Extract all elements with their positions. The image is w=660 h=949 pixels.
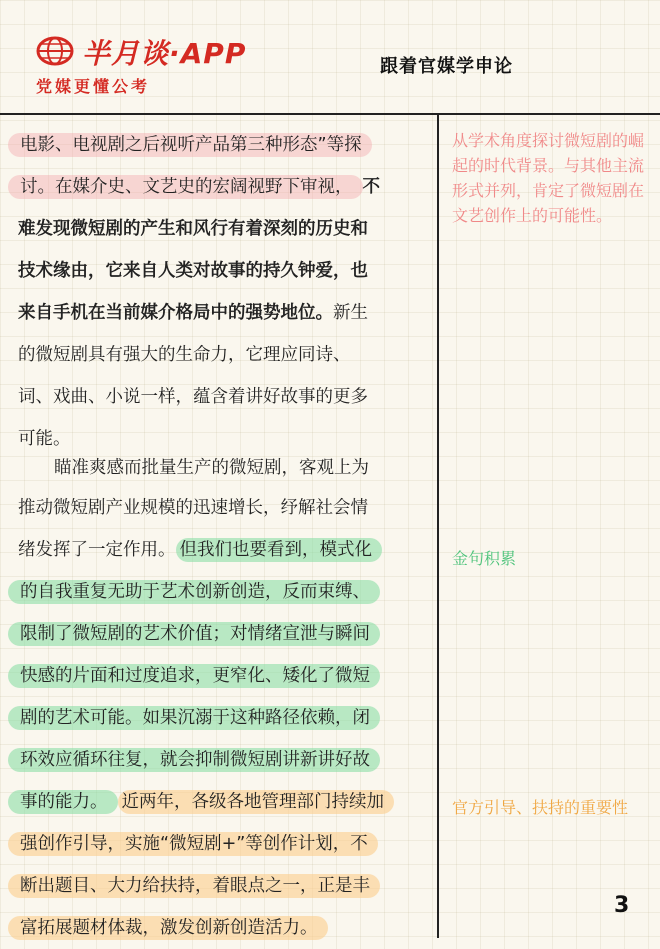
text-line: 的微短剧具有强大的生命力，它理应同诗、 [18,345,351,365]
highlight-green: 的自我重复无助于艺术创新创造，反而束缚、 [8,580,380,604]
column-divider [437,115,439,938]
highlight-green: 快感的片面和过度追求，更窄化、矮化了微短 [8,664,380,688]
text-line [18,823,378,865]
brand-name: 半月谈·APP [82,37,247,70]
text-line: 推动微短剧产业规模的迅速增长，纾解社会情 [18,498,368,518]
text-line [18,166,380,208]
highlight-pink: 讨。在媒介史、文艺史的宏阔视野下审视， [8,175,363,199]
bold-text: 不 [362,177,380,197]
text-line [18,124,372,166]
header-divider [0,113,660,115]
margin-note-pink: 从学术角度探讨微短剧的崛起的时代背景。与其他主流形式并列，肯定了微短剧在文艺创作上的可能性。 [452,131,645,225]
page-number: 3 [614,893,630,918]
highlight-green: 剧的艺术可能。如果沉溺于这种路径依赖，闭 [8,706,380,730]
highlight-pink: 电影、电视剧之后视听产品第三种形态”等探 [8,133,372,157]
header [0,0,660,110]
highlight-green: 环效应循环往复，就会抑制微短剧讲新讲好故 [8,748,380,772]
bold-text: 技术缘由，它来自人类对故事的持久钟爱，也 [18,261,368,281]
text-line [18,865,380,907]
text-line [18,292,368,334]
highlight-orange: 断出题目、大力给扶持，着眼点之一，正是丰 [8,874,380,898]
text-line [18,571,380,613]
bold-text: 难发现微短剧的产生和风行有着深刻的历史和 [18,219,368,239]
margin-note-green: 金句积累 [452,549,517,568]
highlight-green: 限制了微短剧的艺术价值；对情绪宣泄与瞬间 [8,622,380,646]
globe-logo-icon [36,36,74,66]
margin-note-orange: 官方引导、扶持的重要性 [452,798,629,817]
brand-slogan: 党媒更懂公考 [36,77,151,96]
text-span: 绪发挥了一定作用。 [18,540,176,560]
highlight-orange: 富拓展题材体裁，激发创新创造活力。 [8,916,328,940]
text-line [18,697,380,739]
text-line [18,739,380,781]
text-line [18,907,328,949]
bold-text: 来自手机在当前媒介格局中的强势地位。 [18,303,333,323]
highlight-orange: 近两年，各级各地管理部门持续加 [118,790,395,814]
text-line: 可能。 [18,429,71,449]
text-line [18,613,380,655]
text-line: 词、戏曲、小说一样，蕴含着讲好故事的更多 [18,387,368,407]
text-line: 瞄准爽感而批量生产的微短剧，客观上为 [54,458,369,478]
text-line [18,781,394,823]
text-line [18,250,368,292]
highlight-green: 但我们也要看到，模式化 [176,538,383,562]
highlight-green: 事的能力。 [8,790,118,814]
text-line [18,208,368,250]
text-line [18,655,380,697]
highlight-orange: 强创作引导，实施“微短剧+”等创作计划，不 [8,832,378,856]
page-title: 跟着官媒学申论 [380,56,513,77]
text-span: 新生 [333,303,368,323]
text-line [18,529,382,571]
